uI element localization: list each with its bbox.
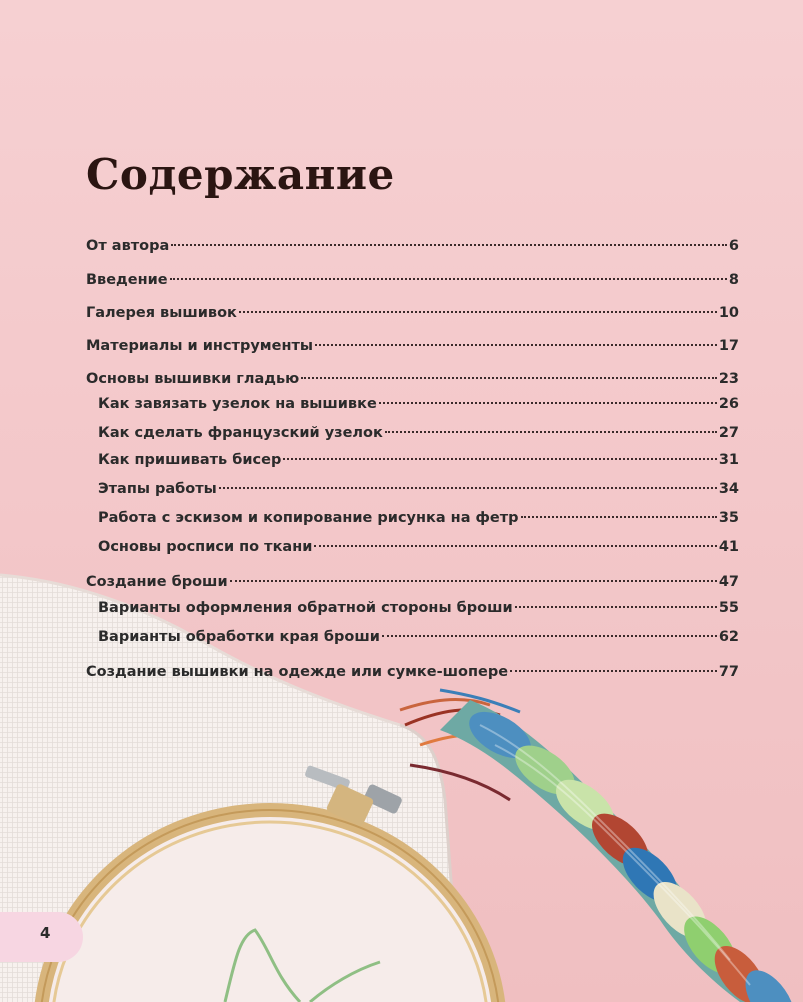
- dot-leader: [382, 620, 717, 637]
- dot-leader: [385, 416, 717, 433]
- toc-entry-label: Этапы работы: [98, 480, 217, 497]
- toc-entry-label: Создание броши: [86, 573, 228, 590]
- toc-entry-page: 17: [718, 337, 739, 354]
- toc-entry-label: Материалы и инструменты: [86, 337, 313, 354]
- dot-leader: [510, 655, 717, 672]
- page-title: Содержание: [86, 150, 395, 199]
- toc-subentry[interactable]: [98, 476, 739, 496]
- dot-leader: [515, 591, 717, 608]
- dot-leader: [315, 329, 717, 346]
- toc-entry-label: Работа с эскизом и копирование рисунка на фетр: [98, 509, 519, 526]
- dot-leader: [314, 530, 716, 547]
- dot-leader: [170, 263, 727, 280]
- toc-entry-page: 10: [718, 304, 739, 321]
- toc-entry-page: 27: [718, 424, 739, 441]
- toc-entry[interactable]: [86, 659, 739, 679]
- dot-leader: [239, 296, 717, 313]
- toc-subentry[interactable]: [98, 534, 739, 554]
- toc-entry[interactable]: [86, 569, 739, 589]
- toc-entry-page: 55: [718, 599, 739, 616]
- toc-entry-page: 62: [718, 628, 739, 645]
- toc-subentry[interactable]: [98, 595, 739, 615]
- toc-entry-label: Введение: [86, 271, 168, 288]
- toc-subentry[interactable]: [98, 624, 739, 644]
- toc-entry-label: Основы вышивки гладью: [86, 370, 300, 387]
- toc-entry-label: Как пришивать бисер: [98, 451, 282, 468]
- page-number: 4: [40, 924, 51, 942]
- toc-entry[interactable]: [86, 366, 739, 386]
- toc-entry-page: 31: [718, 451, 739, 468]
- toc-subentry[interactable]: [98, 420, 739, 440]
- toc-entry-page: 77: [718, 663, 739, 680]
- dot-leader: [230, 565, 717, 582]
- dot-leader: [521, 501, 717, 518]
- toc-entry-page: 23: [718, 370, 739, 387]
- toc-entry-label: От автора: [86, 237, 170, 254]
- toc-entry[interactable]: [86, 267, 739, 287]
- toc-entry-label: Как сделать французский узелок: [98, 424, 383, 441]
- toc-entry-page: 8: [728, 271, 739, 288]
- dot-leader: [379, 387, 717, 404]
- toc-subentry[interactable]: [98, 505, 739, 525]
- dot-leader: [171, 229, 727, 246]
- toc-entry-page: 26: [718, 395, 739, 412]
- toc-entry[interactable]: [86, 300, 739, 320]
- dot-leader: [219, 472, 717, 489]
- toc-entry-label: Варианты оформления обратной стороны броши: [98, 599, 513, 616]
- toc-entry-label: Основы росписи по ткани: [98, 538, 313, 555]
- toc-subentry[interactable]: [98, 391, 739, 411]
- toc-entry-page: 6: [728, 237, 739, 254]
- toc-entry[interactable]: [86, 333, 739, 353]
- dot-leader: [283, 443, 716, 460]
- toc-entry-label: Варианты обработки края броши: [98, 628, 380, 645]
- toc-entry-page: 34: [718, 480, 739, 497]
- toc-subentry[interactable]: [98, 447, 739, 467]
- toc-entry-page: 35: [718, 509, 739, 526]
- dot-leader: [301, 362, 717, 379]
- toc-entry-label: Создание вышивки на одежде или сумке-шопере: [86, 663, 509, 680]
- toc-entry[interactable]: [86, 233, 739, 253]
- toc-entry-label: Как завязать узелок на вышивке: [98, 395, 377, 412]
- toc-entry-page: 41: [718, 538, 739, 555]
- toc-entry-page: 47: [718, 573, 739, 590]
- toc-entry-label: Галерея вышивок: [86, 304, 237, 321]
